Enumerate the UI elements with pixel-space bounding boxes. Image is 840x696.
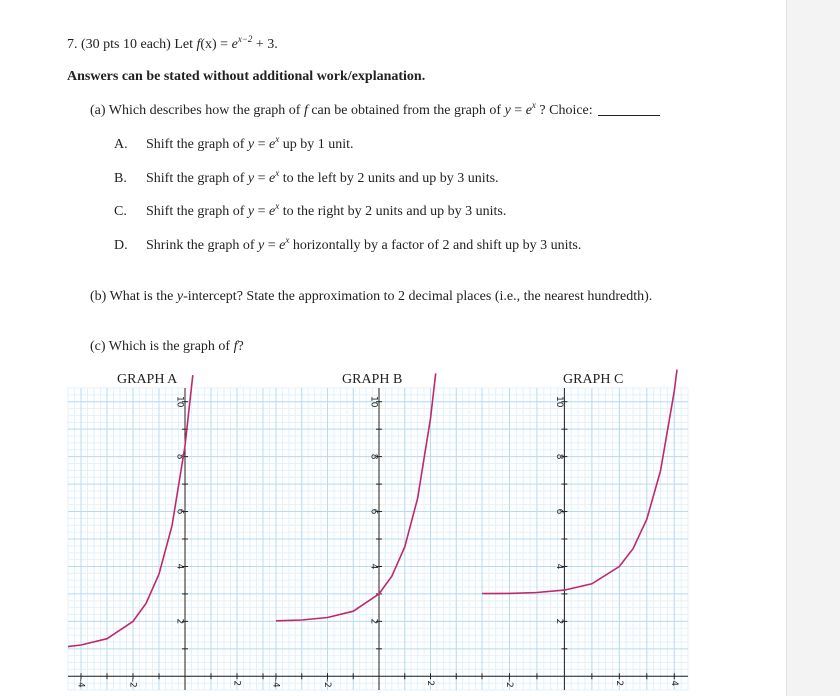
problem-points: (30 pts 10 each)	[81, 37, 171, 52]
part-a-suffix: ? Choice:	[535, 103, 597, 118]
part-b-question	[90, 288, 652, 306]
x-tick-label: -2	[322, 678, 332, 688]
right-margin	[786, 0, 840, 696]
option-letter: C.	[114, 204, 127, 219]
problem-number: 7.	[67, 37, 78, 52]
function-curve	[276, 373, 436, 620]
part-c-question	[90, 338, 244, 356]
x-tick-label: 2	[231, 680, 242, 687]
option-letter: B.	[114, 171, 127, 186]
y-tick-label: 6	[553, 508, 564, 515]
graph-c-title: GRAPH C	[563, 372, 624, 387]
part-a-middle: can be obtained from the graph of	[307, 103, 505, 118]
y-tick-label: 4	[553, 563, 564, 570]
part-c-suffix: ?	[237, 339, 244, 354]
x-tick-label: 2	[425, 680, 435, 687]
y-tick-label: 10	[368, 396, 379, 408]
x-tick-label: -2	[127, 678, 138, 688]
part-a-y: y	[504, 103, 511, 118]
problem-let: Let	[174, 37, 193, 52]
y-tick-label: 6	[368, 508, 379, 515]
x-tick-label: -2	[503, 678, 514, 688]
part-a-prefix: (a) Which describes how the graph of	[90, 103, 304, 118]
option-text: Shift the graph of $y = e^x$ to the right by 2 units and up by 3 units.	[146, 201, 507, 219]
function-name: f	[196, 37, 201, 52]
y-tick-label: 4	[174, 563, 185, 570]
part-b-prefix: (b) What is the	[90, 289, 177, 304]
graph-c[interactable]	[482, 388, 688, 690]
y-tick-label: 10	[553, 396, 564, 408]
option-letter: D.	[114, 238, 128, 253]
y-tick-label: 2	[368, 618, 379, 625]
plus-term: + 3.	[252, 37, 278, 52]
part-c-f: f	[233, 339, 238, 354]
y-tick-label: 8	[368, 453, 379, 460]
problem-statement	[67, 36, 278, 54]
part-a-eq: =	[510, 103, 526, 118]
graph-b[interactable]	[270, 388, 482, 690]
y-tick-label: 2	[553, 618, 564, 625]
x-tick-label: 4	[668, 680, 679, 687]
graph-a[interactable]	[68, 388, 276, 690]
exponent: x−2	[237, 34, 253, 44]
part-a-f: f	[303, 103, 308, 118]
part-b-suffix: -intercept? State the approximation to 2 decimal places (i.e., the nearest hundredth).	[183, 289, 653, 304]
part-a-exp: x	[531, 100, 536, 110]
y-tick-label: 6	[174, 508, 185, 515]
x-tick-label: 2	[613, 680, 624, 687]
y-tick-label: 10	[174, 396, 185, 408]
function-arg: (x) =	[200, 37, 232, 52]
x-tick-label: -4	[75, 678, 86, 688]
x-tick-label: -4	[270, 678, 281, 688]
y-tick-label: 4	[368, 563, 379, 570]
graph-b-title: GRAPH B	[342, 372, 403, 387]
option-text: Shift the graph of $y = e^x$ to the left by 2 units and up by 3 units.	[146, 168, 499, 186]
graph-a-title: GRAPH A	[117, 372, 178, 387]
option-text: Shrink the graph of $y = e^x$ horizontally by a factor of 2 and shift up by 3 units.	[146, 235, 582, 253]
choice-answer-blank[interactable]	[598, 103, 660, 116]
y-tick-label: 2	[174, 618, 185, 625]
y-tick-label: 8	[174, 453, 185, 460]
option-letter: A.	[114, 137, 128, 152]
part-b-y: y	[176, 289, 184, 304]
instructions: Answers can be stated without additional work/explanation.	[67, 69, 426, 84]
option-text: Shift the graph of $y = e^x$ up by 1 unit.	[146, 134, 354, 152]
part-a-question	[90, 102, 660, 120]
y-tick-label: 8	[553, 453, 564, 460]
part-c-prefix: (c) Which is the graph of	[90, 339, 234, 354]
base-e: e	[231, 37, 238, 52]
part-a-e: e	[525, 103, 532, 118]
